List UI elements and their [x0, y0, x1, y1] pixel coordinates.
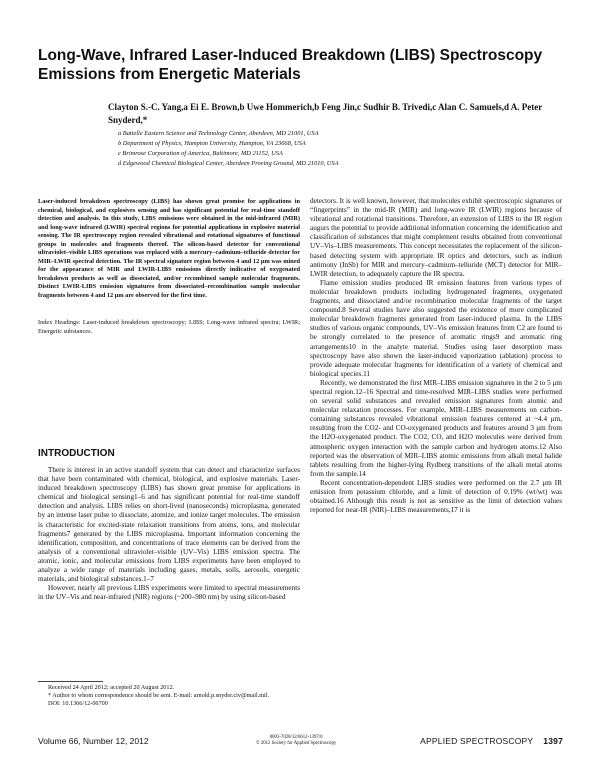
- correspondence-email[interactable]: * Author to whom correspondence should be sent. E-mail: arnold.p.snyder.civ@mail.mil.: [48, 692, 270, 700]
- affiliations: [118, 129, 558, 169]
- copyright: © 2012 Society for Applied Spectroscopy: [256, 741, 337, 746]
- affiliation-a: a Battelle Eastern Science and Technology Center, Aberdeen, MD 21001, USA: [118, 130, 319, 137]
- footnotes: [48, 684, 300, 709]
- affiliation-d: d Edgewood Chemical Biological Center, Aberdeen Proving Ground, MD 21010, USA: [118, 160, 339, 167]
- affiliation-b: b Department of Physics, Hampton University, Hampton, VA 23668, USA: [118, 140, 306, 147]
- footnote-rule: [38, 681, 103, 682]
- author-list: Clayton S.-C. Yang,a Ei E. Brown,b Uwe Hommerich,b Feng Jin,c Sudhir B. Trivedi,c Alan C. Samuels,d A. Peter Snyderd,*: [108, 102, 543, 125]
- page-footer: [38, 735, 563, 755]
- body-left-column: [38, 466, 300, 602]
- paper-title: Long-Wave, Infrared Laser-Induced Breakdown (LIBS) Spectroscopy Emissions from Energetic Materials: [38, 47, 543, 83]
- journal-page: [420, 736, 563, 746]
- issn: 0003-7028/12/6612-1397/0: [269, 735, 323, 740]
- affiliation-c: c Brimrose Corporation of America, Baltimore, MD 21152, USA: [118, 150, 283, 157]
- paragraph: Flame emission studies produced IR emission features from various types of molecular breakdown products including hydrogenated fragments, oxygenated fragments, and dissociated and/or recombination molecular fragments of the target compound.8 Several studies have also suggested the existence of more complicated molecular breakdown fragments generated from laser-induced plasma. In the LIBS studies of various organic compounds, UV–Vis emission features from C2 are found to be strongly correlated to the presence of aromatic rings9 and aromatic ring arrangements10 in the analyte material. Studies using laser desorption mass spectroscopy have also shown the laser-induced vaporization (ablation) process to provide adequate molecular fragments for identification of a variety of chemical and biological species.11: [310, 278, 562, 378]
- paragraph: detectors. It is well known, however, that molecules exhibit spectroscopic signatures or “fingerprints” in the mid-IR (MIR) and long-wave IR (LWIR) regions because of vibrational and rotational transitions. Therefore, an extension of LIBS to the IR region augurs the potential to provide additional information concerning the identification and classification of substances that might complement results obtained from conventional UV–Vis–LIBS measurements. This concept necessitates the replacement of the silicon-based detecting system with appropriate IR optics and detectors, such as indium antimony (InSb) for MIR and mercury–cadmium–telluride (MCT) detector for MIR–LWIR detection, to adequately capture the IR spectra.: [310, 197, 562, 278]
- page-number: 1397: [543, 736, 563, 746]
- journal-name: APPLIED SPECTROSCOPY: [420, 736, 534, 746]
- abstract: Laser-induced breakdown spectroscopy (LIBS) has shown great promise for applications in chemical, biological, and explosives sensing and has significant potential for real-time standoff detection and analysis. In this study, LIBS emissions were obtained in the mid-infrared (MIR) and long-wave infrared (LWIR) spectral regions for potential applications in explosive material sensing. The IR spectroscopy region revealed vibrational and rotational signatures of functional groups in molecules and fragments thereof. The silicon-based detector for conventional ultraviolet–visible LIBS operations was replaced with a mercury–cadmium–telluride detector for MIR–LWIR spectral detection. The IR spectral signature region between 4 and 12 μm was mined for the appearance of MIR and LWIR-LIBS emissions directly indicative of oxygenated breakdown products as well as dissociated, and/or recombined sample molecular fragments. Distinct LWIR-LIBS emission signatures from dissociated–recombination sample molecular fragments between 4 and 12 μm are observed for the first time.: [38, 198, 300, 299]
- doi: DOI: 10.1366/12-06700: [48, 700, 108, 708]
- paragraph: However, nearly all previous LIBS experiments were limited to spectral measurements in the UV–Vis and near-infrared (NIR) regions (~200–980 nm) by using silicon-based: [38, 584, 300, 602]
- paragraph: Recently, we demonstrated the first MIR–LIBS emission signatures in the 2 to 5 μm spectral region.12–16 Spectral and time-resolved MIR–LIBS studies were performed on several solid substances and revealed emission signatures from atomic and molecular relaxation processes. For example, MIR–LIBS measurements on carbon-containing substances revealed vibrational emission features centered at ~4.4 μm, resulting from the CO2- and CO-oxygenated products and features around 3 μm from the H2O-oxygenated product. The CO2, CO, and H2O molecules were derived from atmospheric oxygen interaction with the sample carbon and hydrogen atoms.12 Also reported was the observation of MIR–LIBS atomic emissions from alkali metal halide tablets resulting from the higher-lying Rydberg transitions of the alkali metal atoms from the sample.14: [310, 378, 562, 478]
- received-date: Received 24 April 2012; accepted 20 August 2012.: [48, 684, 175, 691]
- paragraph: There is interest in an active standoff system that can detect and characterize surfaces that have been contaminated with chemical, biological, and explosive materials. Laser-induced breakdown spectroscopy (LIBS) has shown great promise for applications in chemical and biological sensing1–6 and has significant potential for real-time standoff detection and analysis. LIBS relies on short-lived (nanoseconds) microplasma, generated by an intense laser pulse to dissociate, atomize, and ionize target molecules. The emission is characteristic for excited-state relaxation transitions from atoms, ions, and molecular fragments7 generated by the LIBS microplasma. Important information concerning the identification, composition, and concentrations of trace elements can be derived from the analysis of a conventional ultraviolet–visible (UV–Vis) LIBS emission spectra. The atomic, ionic, and molecular emissions from LIBS experiments have been employed to analyze a wide range of materials including gases, metals, soils, aerosols, energetic materials, and biological substances.1–7: [38, 466, 300, 584]
- volume-info: Volume 66, Number 12, 2012: [38, 736, 149, 746]
- body-right-column: [310, 197, 562, 515]
- section-heading-introduction: INTRODUCTION: [38, 448, 115, 459]
- paragraph: Recent concentration-dependent LIBS studies were performed on the 2.7 μm IR emission from potassium chloride, and a limit of detection of 0.19% (wt/wt) was obtained.16 Although this result is not as sensitive as the limit of detection values reported for near-IR (NIR)–LIBS measurements,17 it is: [310, 478, 562, 515]
- index-headings: Index Headings: Laser-induced breakdown spectroscopy; LIBS; Long-wave infrared spectra; LWIR; Energetic substances.: [38, 319, 300, 335]
- issn-copyright: [256, 735, 336, 747]
